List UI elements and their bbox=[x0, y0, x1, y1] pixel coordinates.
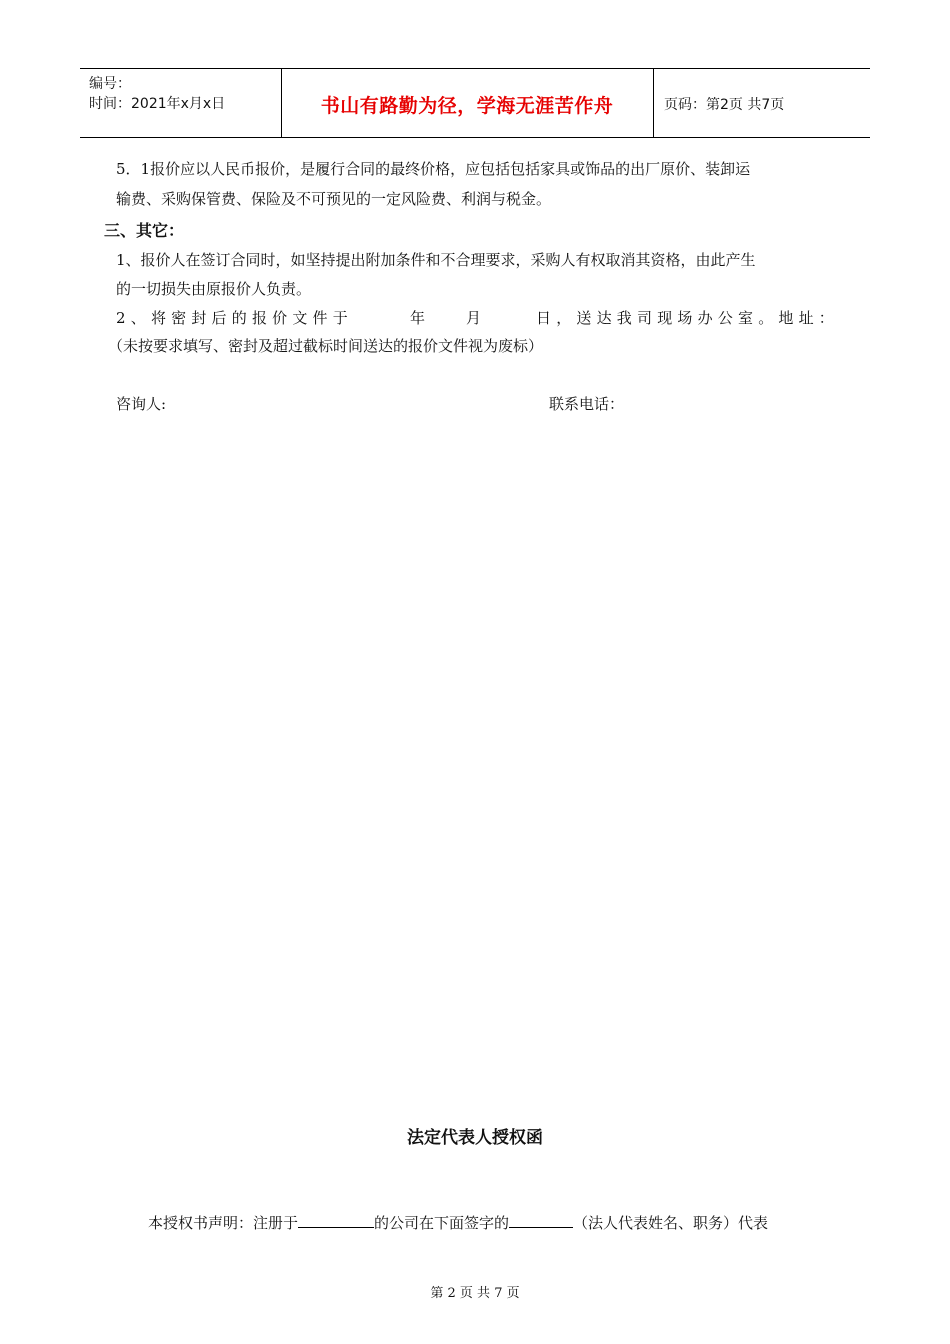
statement-part-1: 本授权书声明：注册于 bbox=[148, 1214, 299, 1232]
consultant-label: 咨询人: bbox=[116, 395, 167, 413]
header-meta-cell bbox=[80, 69, 282, 137]
item-5-1-line-1: 5．1报价应以人民币报价，是履行合同的最终价格，应包括包括家具或饰品的出厂原价、装卸运 bbox=[116, 160, 751, 178]
item-2-date-text: 2、将密封后的报价文件于 bbox=[116, 309, 353, 327]
header-motto: 书山有路勤为径，学海无涯苦作舟 bbox=[320, 95, 614, 117]
document-number-label: 编号： bbox=[89, 76, 131, 92]
section-3-heading: 三、其它： bbox=[104, 221, 185, 240]
legal-rep-name-blank bbox=[509, 1213, 573, 1228]
header-motto-cell bbox=[281, 69, 654, 137]
item-2-line-2: （未按要求填写、密封及超过截标时间送达的报价文件视为废标） bbox=[108, 337, 544, 355]
item-2-delivery-text: 日，送达我司现场办公室。地址： bbox=[536, 309, 840, 327]
statement-part-2: 的公司在下面签字的 bbox=[374, 1214, 510, 1232]
registration-place-blank bbox=[298, 1213, 374, 1228]
item-1-line-1: 1、报价人在签订合同时，如坚持提出附加条件和不合理要求，采购人有权取消其资格，由此产生 bbox=[116, 251, 756, 269]
statement-part-3: （法人代表姓名、职务）代表 bbox=[573, 1214, 769, 1232]
item-2-year-label: 年 bbox=[410, 309, 426, 327]
item-5-1-line-2: 输费、采购保管费、保险及不可预见的一定风险费、利润与税金。 bbox=[116, 190, 552, 208]
item-1-line-2: 的一切损失由原报价人负责。 bbox=[116, 280, 312, 298]
page-header bbox=[80, 68, 870, 138]
authorization-title: 法定代表人授权函 bbox=[407, 1128, 543, 1148]
phone-label: 联系电话： bbox=[549, 395, 625, 413]
authorization-statement bbox=[148, 1212, 768, 1233]
document-time-label: 时间：2021年x月x日 bbox=[89, 96, 226, 112]
header-page-info: 页码：第2页 共7页 bbox=[664, 97, 785, 113]
page-footer: 第 2 页 共 7 页 bbox=[430, 1286, 520, 1301]
header-page-cell bbox=[654, 69, 870, 137]
item-2-month-label: 月 bbox=[466, 309, 482, 327]
